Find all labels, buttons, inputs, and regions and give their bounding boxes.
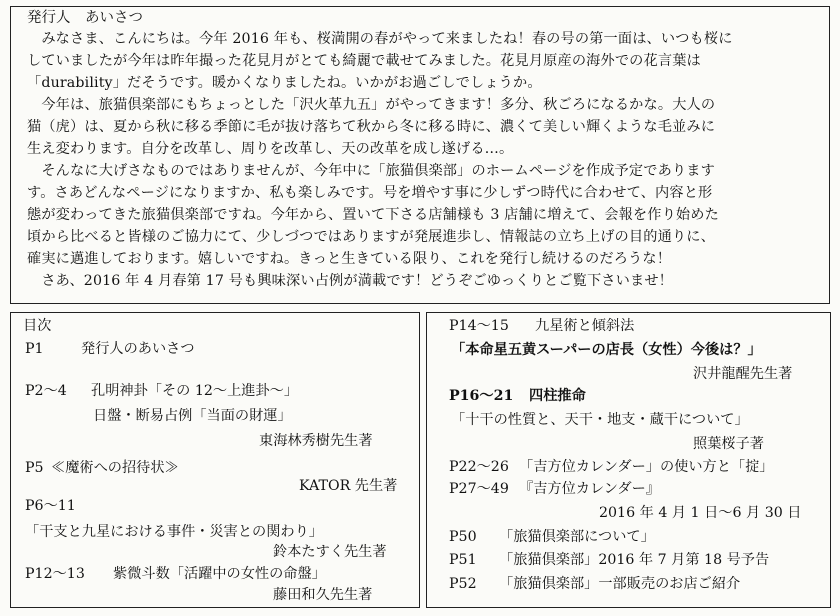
toc-page-number: P2～4: [25, 383, 67, 399]
toc-entry-title: 「十干の性質と、天干・地支・蔵干について」: [451, 412, 749, 428]
toc-entry-title: 『吉方位カレンダー』: [519, 481, 660, 497]
greeting-line: す。さあどんなページになりますか、私も楽しみです。号を増やす事に少しずつ時代に合わせて、内容と形: [27, 185, 713, 201]
toc-page-number: P50: [449, 529, 477, 545]
toc-page-number: P1: [25, 341, 44, 357]
toc-entry-title: 「本命星五黄スーパーの店長（女性）今後は？」: [451, 342, 762, 358]
toc-page-number: P5: [25, 460, 44, 476]
toc-heading: 目次: [23, 318, 52, 334]
greeting-line: 態が変わってきた旅猫倶楽部ですね。今年から、置いて下さる店舗様も 3 店舗に増えて、会報を作り始めた: [27, 207, 719, 223]
toc-author: 藤田和久先生著: [273, 587, 373, 603]
toc-author: 照葉桜子著: [693, 436, 764, 452]
toc-page-number: P52: [449, 576, 477, 592]
greeting-line: 確実に邁進しております。嬉しいですね。きっと生きている限り、これを発行し続けるのだろうな！: [27, 251, 672, 267]
toc-page-number: P6～11: [25, 498, 76, 514]
toc-page-number: P27～49: [449, 481, 509, 497]
greeting-line: 生え変わります。自分を改革し、周りを改革し、天の改革を成し遂げる…。: [27, 141, 514, 157]
toc-entry-category: 四柱推命: [529, 388, 586, 404]
toc-page-number: P51: [449, 552, 477, 568]
toc-page-number: P12～13: [25, 566, 85, 582]
toc-entry-title: 「旅猫倶楽部」2016 年 7 月第 18 号予告: [499, 552, 770, 568]
toc-entry-title: 「旅猫倶楽部」一部販売のお店ご紹介: [499, 576, 741, 592]
greeting-line: していましたが今年は昨年撮った花見月がとても綺麗で載せてみました。花見月原産の海外での花言葉は: [27, 53, 701, 69]
toc-entry-title: 「吉方位カレンダー」の使い方と「掟」: [519, 459, 774, 475]
toc-author: 東海林秀樹先生著: [259, 433, 373, 449]
toc-entry-title: ≪魔術への招待状≫: [51, 460, 179, 476]
toc-page-number: P16～21: [449, 388, 514, 404]
toc-author: KATOR 先生著: [299, 478, 398, 494]
greeting-line: そんなに大げさなものではありませんが、今年中に「旅猫倶楽部」のホームページを作成予定であります: [27, 163, 715, 179]
greeting-line: 頃から比べると皆様のご協力にて、少しづつではありますが発展進歩し、情報誌の立ち上げの目的通りに、: [27, 229, 715, 245]
toc-entry-title: 紫微斗数「活躍中の女性の命盤」: [113, 566, 326, 582]
toc-page-number: P22～26: [449, 459, 509, 475]
toc-entry-category: 九星術と傾斜法: [535, 318, 635, 334]
toc-entry-title: 孔明神卦「その 12～上進卦～」: [91, 383, 299, 399]
toc-author: 鈴本たすく先生著: [273, 544, 387, 560]
greeting-line: 猫（虎）は、夏から秋に移る季節に毛が抜け落ちて秋から冬に移る時に、濃くて美しい輝くような毛並みに: [27, 119, 716, 135]
toc-entry-dates: 2016 年 4 月 1 日～6 月 30 日: [599, 505, 802, 521]
toc-right-box: [426, 312, 831, 608]
toc-author: 沢井龍醒先生著: [693, 366, 793, 382]
toc-entry-subtitle: 日盤・断易占例「当面の財運」: [93, 408, 292, 424]
toc-left-box: [10, 312, 420, 608]
greeting-title: 発行人 あいさつ: [27, 10, 143, 26]
greeting-line: みなさま、こんにちは。今年 2016 年も、桜満開の春がやって来ましたね！春の号の第一面は、いつも桜に: [27, 31, 733, 47]
toc-entry-title: 「干支と九星における事件・災害との関わり」: [25, 524, 323, 540]
toc-page-number: P14～15: [449, 318, 509, 334]
toc-entry-title: 発行人のあいさつ: [81, 341, 195, 357]
greeting-line: さあ、2016 年 4 月春第 17 号も興味深い占例が満載です！どうぞごゆっくりとご覧下さいませ！: [27, 273, 673, 289]
toc-entry-title: 「旅猫倶楽部について」: [499, 529, 655, 545]
greeting-box: [10, 6, 830, 304]
greeting-line: 「durability」だそうです。暖かくなりましたね。いかがお過ごしでしょうか。: [27, 75, 542, 91]
greeting-line: 今年は、旅猫倶楽部にもちょっとした「沢火革九五」がやってきます！多分、秋ごろになるかな。大人の: [27, 97, 716, 113]
